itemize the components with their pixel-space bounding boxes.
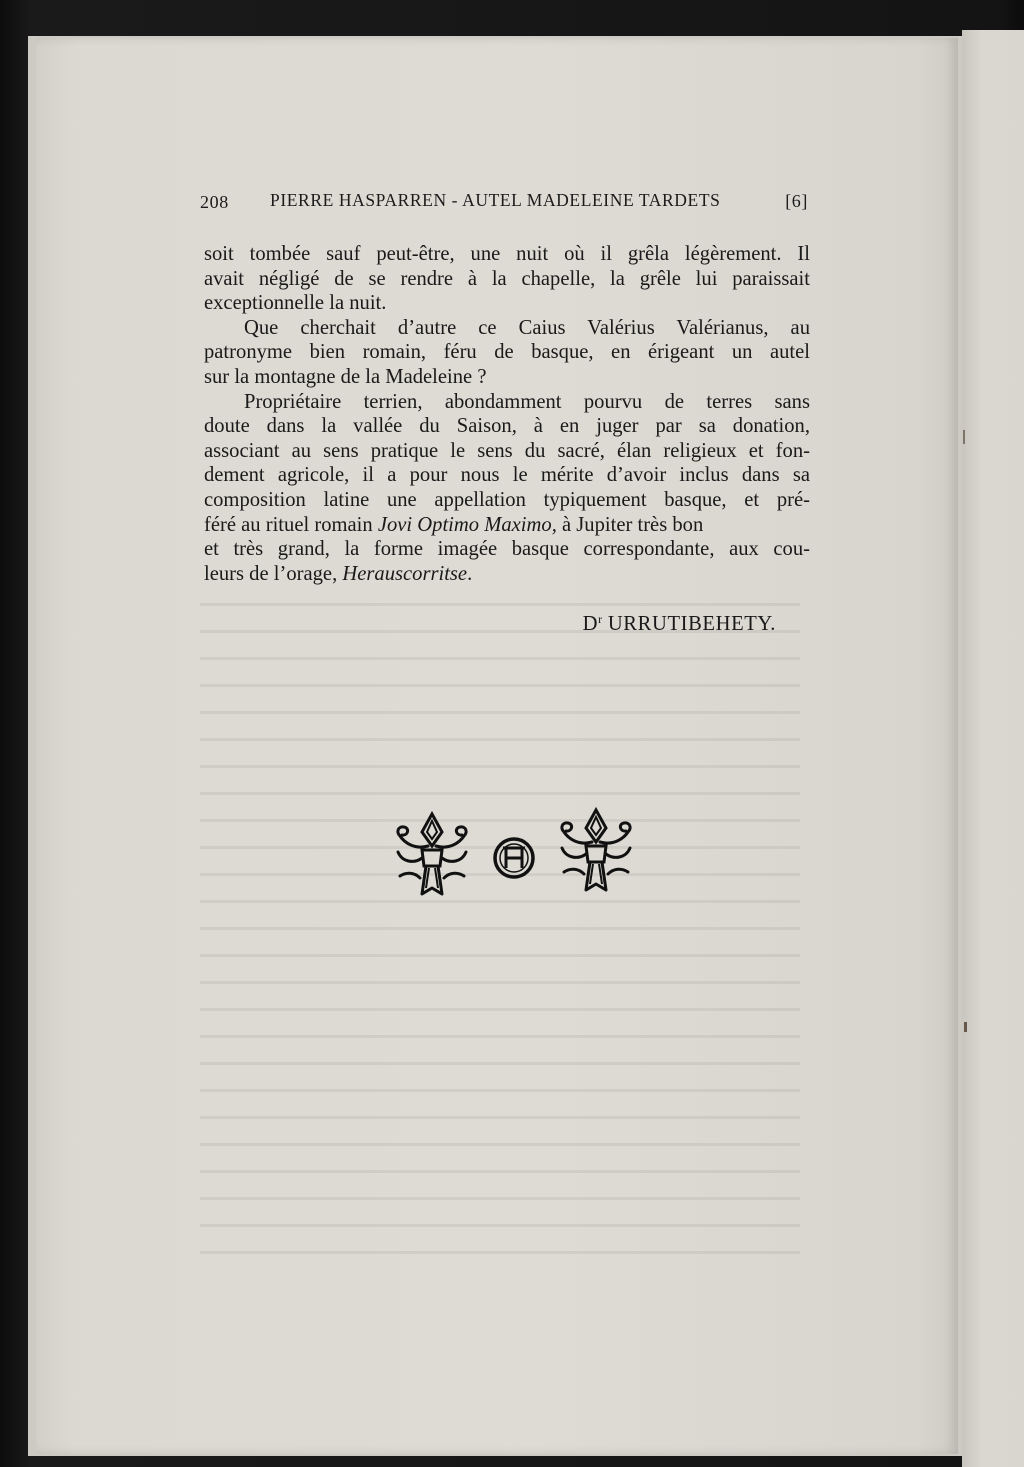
text-line: patronyme bien romain, féru de basque, en érigeant un autel [204, 341, 810, 364]
page-number: 208 [200, 192, 229, 212]
author-signature [500, 612, 776, 636]
text-line: sur la montagne de la Madeleine ? [204, 365, 487, 388]
signature-title-superscript: r [598, 612, 603, 626]
fleur-de-lis-icon [562, 810, 630, 890]
text-segment: . [467, 562, 473, 585]
paragraph-start-line: Que cherchait d’autre ce Caius Valérius Valérianus, au [244, 316, 810, 339]
facing-page-edge [962, 30, 1024, 1467]
text-segment: à Jupiter très bon [556, 513, 704, 536]
spine-mark [963, 430, 965, 444]
latin-phrase: Jovi Optimo Maximo, [377, 513, 557, 536]
signature-title: D [582, 613, 599, 635]
text-line: et très grand, la forme imagée basque correspondante, aux cou- [204, 538, 810, 561]
paragraph-start-line: Propriétaire terrien, abondamment pourvu de terres sans [244, 390, 810, 413]
spine-mark [964, 1022, 967, 1032]
text-segment: leurs de l’orage, [204, 562, 343, 585]
text-line: dement agricole, il a pour nous le mérite d’avoir inclus dans sa [204, 464, 810, 487]
text-line: exceptionnelle la nuit. [204, 292, 387, 315]
text-line: composition latine une appellation typiquement basque, et pré- [204, 488, 810, 511]
monogram-h-icon [495, 839, 533, 877]
running-head [200, 190, 812, 218]
text-line: doute dans la vallée du Saison, à en juger par sa donation, [204, 415, 810, 438]
bleed-through-text [200, 590, 800, 1260]
signature-name: URRUTIBEHETY. [607, 613, 776, 635]
fleur-de-lis-icon [398, 814, 466, 894]
running-head-title: PIERRE HASPARREN - AUTEL MADELEINE TARDETS [270, 190, 721, 210]
decorative-ornament [392, 800, 636, 904]
text-segment: féré au rituel romain [204, 513, 378, 536]
page-reference: [6] [785, 191, 808, 211]
basque-term: Herauscorritse [342, 562, 468, 585]
text-line: soit tombée sauf peut-être, une nuit où il grêla légèrement. Il [204, 243, 810, 265]
text-line: associant au sens pratique le sens du sacré, élan religieux et fon- [204, 439, 810, 462]
text-line [204, 562, 810, 587]
body-text [204, 242, 810, 586]
text-line: avait négligé de se rendre à la chapelle, la grêle lui paraissait [204, 267, 810, 290]
text-line [204, 513, 810, 538]
